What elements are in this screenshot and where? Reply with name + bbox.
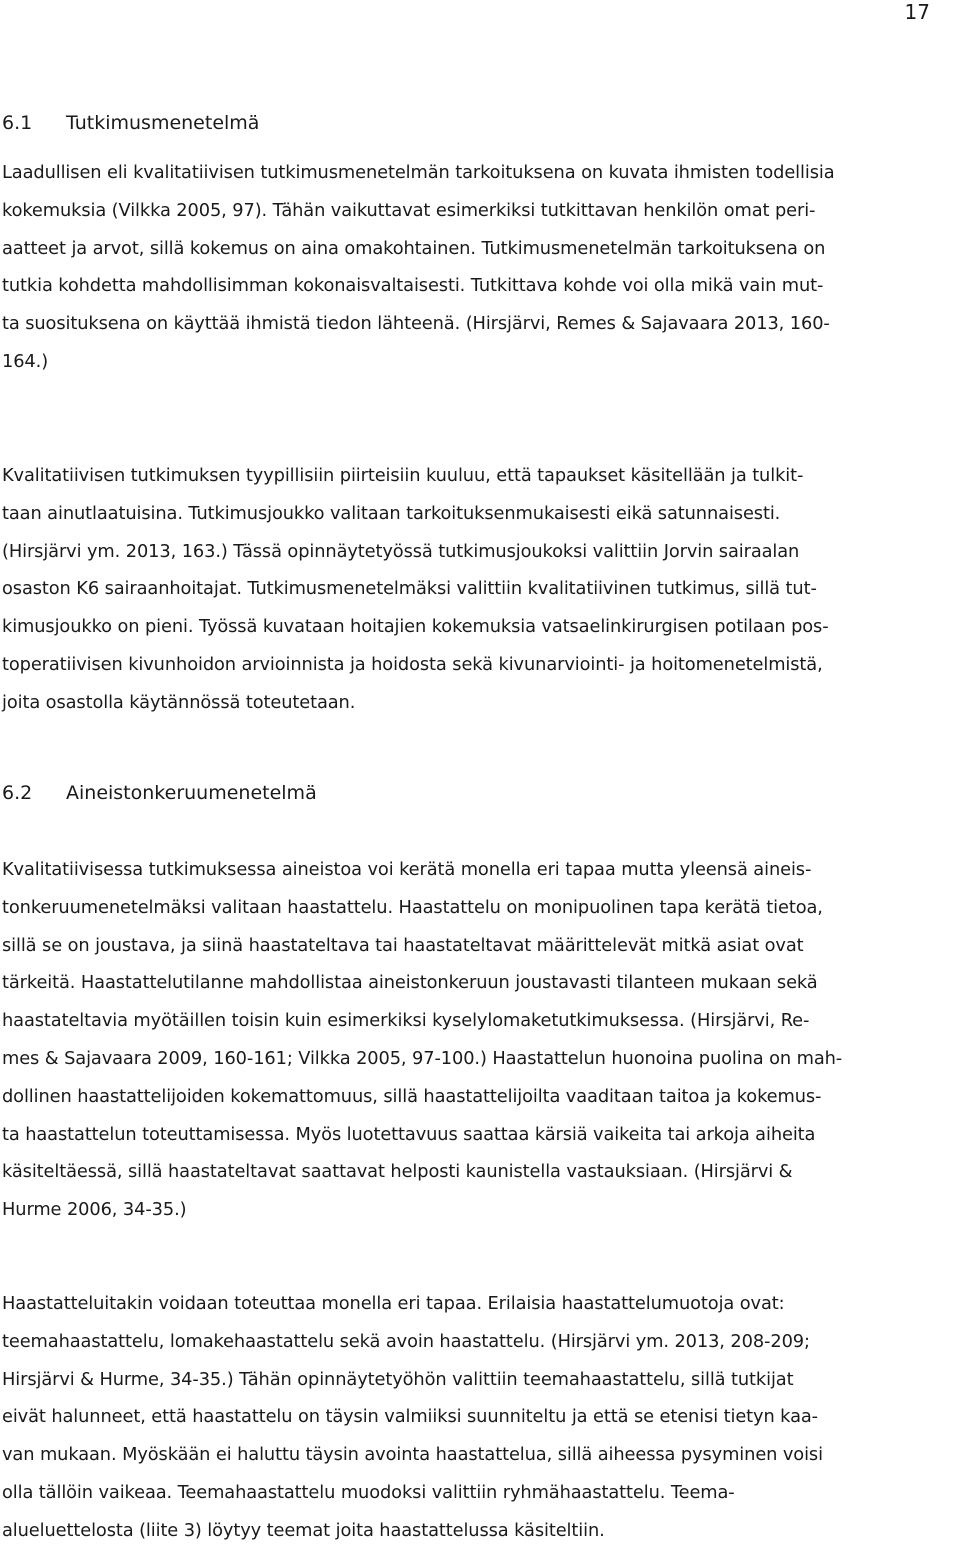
text-line: Kvalitatiivisen tutkimuksen tyypillisiin piirteisiin kuuluu, että tapaukset käsitellään ja tulkit- xyxy=(2,465,804,486)
section-heading-6-2 xyxy=(2,781,317,805)
paragraph-2 xyxy=(2,464,960,729)
text-line: joita osastolla käytännössä toteutetaan. xyxy=(2,691,356,713)
text-line: olla tällöin vaikeaa. Teemahaastattelu muodoksi valittiin ryhmähaastattelu. Teema- xyxy=(2,1481,735,1503)
text-line: Hurme 2006, 34-35.) xyxy=(2,1199,187,1221)
text-line: Kvalitatiivisessa tutkimuksessa aineistoa voi kerätä monella eri tapaa mutta yleensä aineis- xyxy=(2,859,812,880)
text-line: aatteet ja arvot, sillä kokemus on aina omakohtainen. Tutkimusmenetelmän tarkoituksena on xyxy=(2,237,826,259)
paragraph-3 xyxy=(2,858,960,1236)
section-title: Tutkimusmenetelmä xyxy=(66,112,260,134)
text-line: mes & Sajavaara 2009, 160-161; Vilkka 2005, 97-100.) Haastattelun huonoina puolina on mah- xyxy=(2,1047,843,1069)
text-line: kokemuksia (Vilkka 2005, 97). Tähän vaikuttavat esimerkiksi tutkittavan henkilön omat peri- xyxy=(2,199,816,221)
text-line: tonkeruumenetelmäksi valitaan haastattelu. Haastattelu on monipuolinen tapa kerätä tietoa, xyxy=(2,896,823,918)
text-line: ta suosituksena on käyttää ihmistä tiedon lähteenä. (Hirsjärvi, Remes & Sajavaara 2013, 160- xyxy=(2,313,830,335)
text-line: eivät halunneet, että haastattelu on täysin valmiiksi suunniteltu ja että se etenisi tietyn kaa- xyxy=(2,1406,818,1428)
section-number: 6.2 xyxy=(2,782,33,804)
paragraph-4 xyxy=(2,1292,960,1557)
text-line: haastateltavia myötäillen toisin kuin esimerkiksi kyselylomaketutkimuksessa. (Hirsjärvi, Re- xyxy=(2,1010,810,1032)
section-number: 6.1 xyxy=(2,112,33,134)
text-line: dollinen haastattelijoiden kokemattomuus, sillä haastattelijoilta vaaditaan taitoa ja kokemus- xyxy=(2,1085,822,1107)
text-line: alueluettelosta (liite 3) löytyy teemat joita haastattelussa käsiteltiin. xyxy=(2,1519,605,1541)
text-line: käsiteltäessä, sillä haastateltavat saattavat helposti kaunistella vastauksiaan. (Hirsjärvi & xyxy=(2,1161,793,1183)
text-line: ta haastattelun toteuttamisessa. Myös luotettavuus saattaa kärsiä vaikeita tai arkoja aiheita xyxy=(2,1123,816,1145)
text-line: taan ainutlaatuisina. Tutkimusjoukko valitaan tarkoituksenmukaisesti eikä satunnaisesti. xyxy=(2,502,781,524)
text-line: kimusjoukko on pieni. Työssä kuvataan hoitajien kokemuksia vatsaelinkirurgisen potilaan pos- xyxy=(2,616,829,638)
page-number: 17 xyxy=(904,0,930,24)
text-line: teemahaastattelu, lomakehaastattelu sekä avoin haastattelu. (Hirsjärvi ym. 2013, 208-209; xyxy=(2,1330,810,1352)
text-line: tutkia kohdetta mahdollisimman kokonaisvaltaisesti. Tutkittava kohde voi olla mikä vain mut- xyxy=(2,275,824,297)
text-line: sillä se on joustava, ja siinä haastateltava tai haastateltavat määrittelevät mitkä asiat ovat xyxy=(2,934,804,956)
text-line: van mukaan. Myöskään ei haluttu täysin avointa haastattelua, sillä aiheessa pysyminen voisi xyxy=(2,1444,823,1466)
text-line: Haastatteluitakin voidaan toteuttaa monella eri tapaa. Erilaisia haastattelumuotoja ovat: xyxy=(2,1293,785,1314)
section-heading-6-1 xyxy=(2,111,259,135)
text-line: Laadullisen eli kvalitatiivisen tutkimusmenetelmän tarkoituksena on kuvata ihmisten todellisia xyxy=(2,162,835,183)
text-line: toperatiivisen kivunhoidon arvioinnista ja hoidosta sekä kivunarviointi- ja hoitomenetelmistä, xyxy=(2,653,823,675)
text-line: Hirsjärvi & Hurme, 34-35.) Tähän opinnäytetyöhön valittiin teemahaastattelu, sillä tutkijat xyxy=(2,1368,794,1390)
text-line: osaston K6 sairaanhoitajat. Tutkimusmenetelmäksi valittiin kvalitatiivinen tutkimus, sillä tut- xyxy=(2,578,817,600)
text-line: (Hirsjärvi ym. 2013, 163.) Tässä opinnäytetyössä tutkimusjoukoksi valittiin Jorvin sairaalan xyxy=(2,540,800,562)
text-line: 164.) xyxy=(2,350,49,372)
paragraph-1 xyxy=(2,161,960,388)
text-line: tärkeitä. Haastattelutilanne mahdollistaa aineistonkeruun joustavasti tilanteen mukaan sekä xyxy=(2,972,818,994)
section-title: Aineistonkeruumenetelmä xyxy=(66,782,317,804)
